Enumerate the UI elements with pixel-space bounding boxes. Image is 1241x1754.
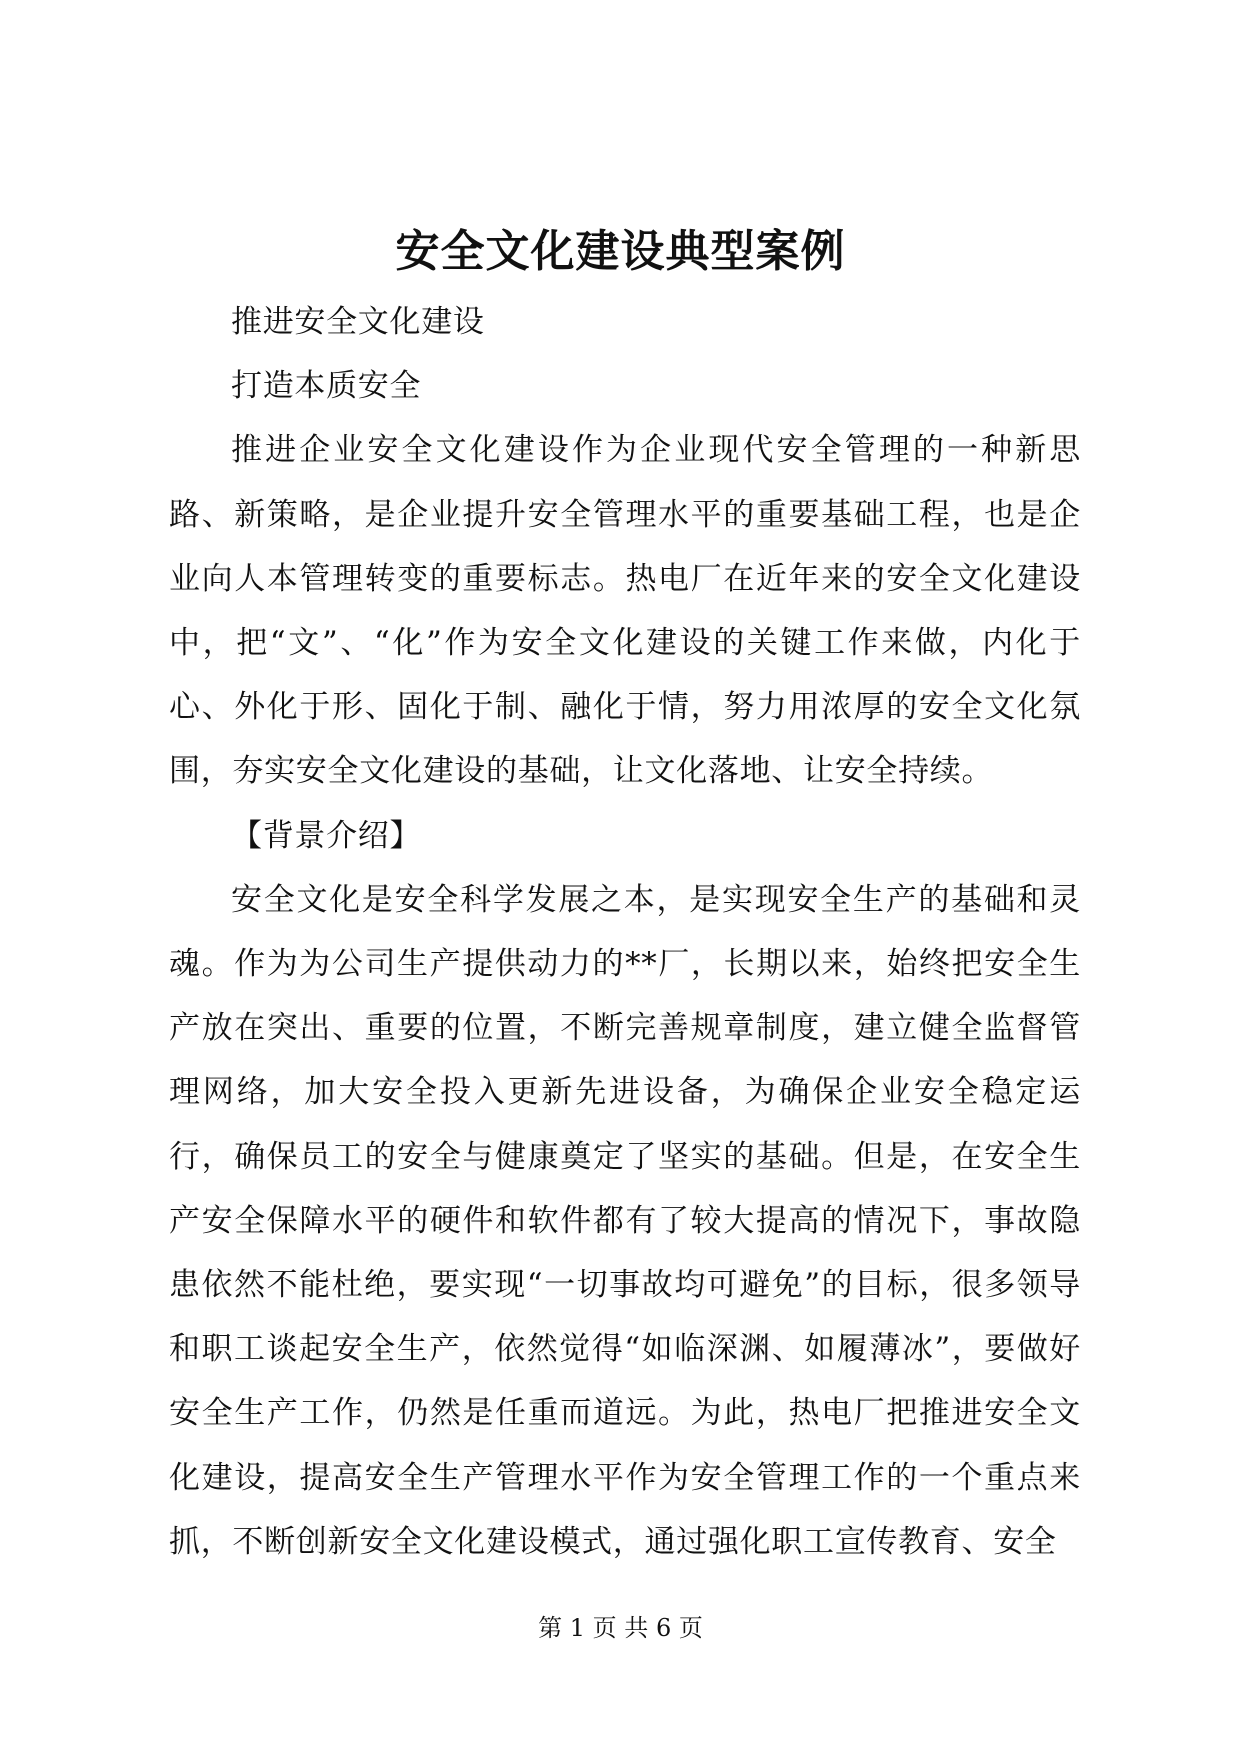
paragraph-subtitle-1: 推进安全文化建设 <box>231 304 485 340</box>
paragraph-intro: 推进企业安全文化建设作为企业现代安全管理的一种新思路、新策略，是企业提升安全管理水平的重要基础工程，也是企业向人本管理转变的重要标志。热电厂在近年来的安全文化建设中，把“文”、“化”作为安全文化建设的关键工作来做，内化于心、外化于形、固化于制、融化于情，努力用浓厚的安全文化氛围，夯实安全文化建设的基础，让文化落地、让安全持续。 <box>169 432 1081 790</box>
section-heading-background: 【背景介绍】 <box>231 817 422 854</box>
page-footer: 第 1 页 共 6 页 <box>538 1614 703 1642</box>
paragraph-subtitle-2: 打造本质安全 <box>231 368 422 405</box>
document-title: 安全文化建设典型案例 <box>395 226 846 277</box>
document-body <box>169 290 1081 1574</box>
paragraph-background: 安全文化是安全科学发展之本，是实现安全生产的基础和灵魂。作为为公司生产提供动力的**厂，长期以来，始终把安全生产放在突出、重要的位置，不断完善规章制度，建立健全监督管理网络，加大安全投入更新先进设备，为确保企业安全稳定运行，确保员工的安全与健康奠定了坚实的基础。但是，在安全生产安全保障水平的硬件和软件都有了较大提高的情况下，事故隐患依然不能杜绝，要实现“一切事故均可避免”的目标，很多领导和职工谈起安全生产，依然觉得“如临深渊、如履薄冰”，要做好安全生产工作，仍然是任重而道远。为此，热电厂把推进安全文化建设，提高安全生产管理水平作为安全管理工作的一个重点来抓，不断创新安全文化建设模式，通过强化职工宣传教育、安全 <box>169 881 1081 1560</box>
